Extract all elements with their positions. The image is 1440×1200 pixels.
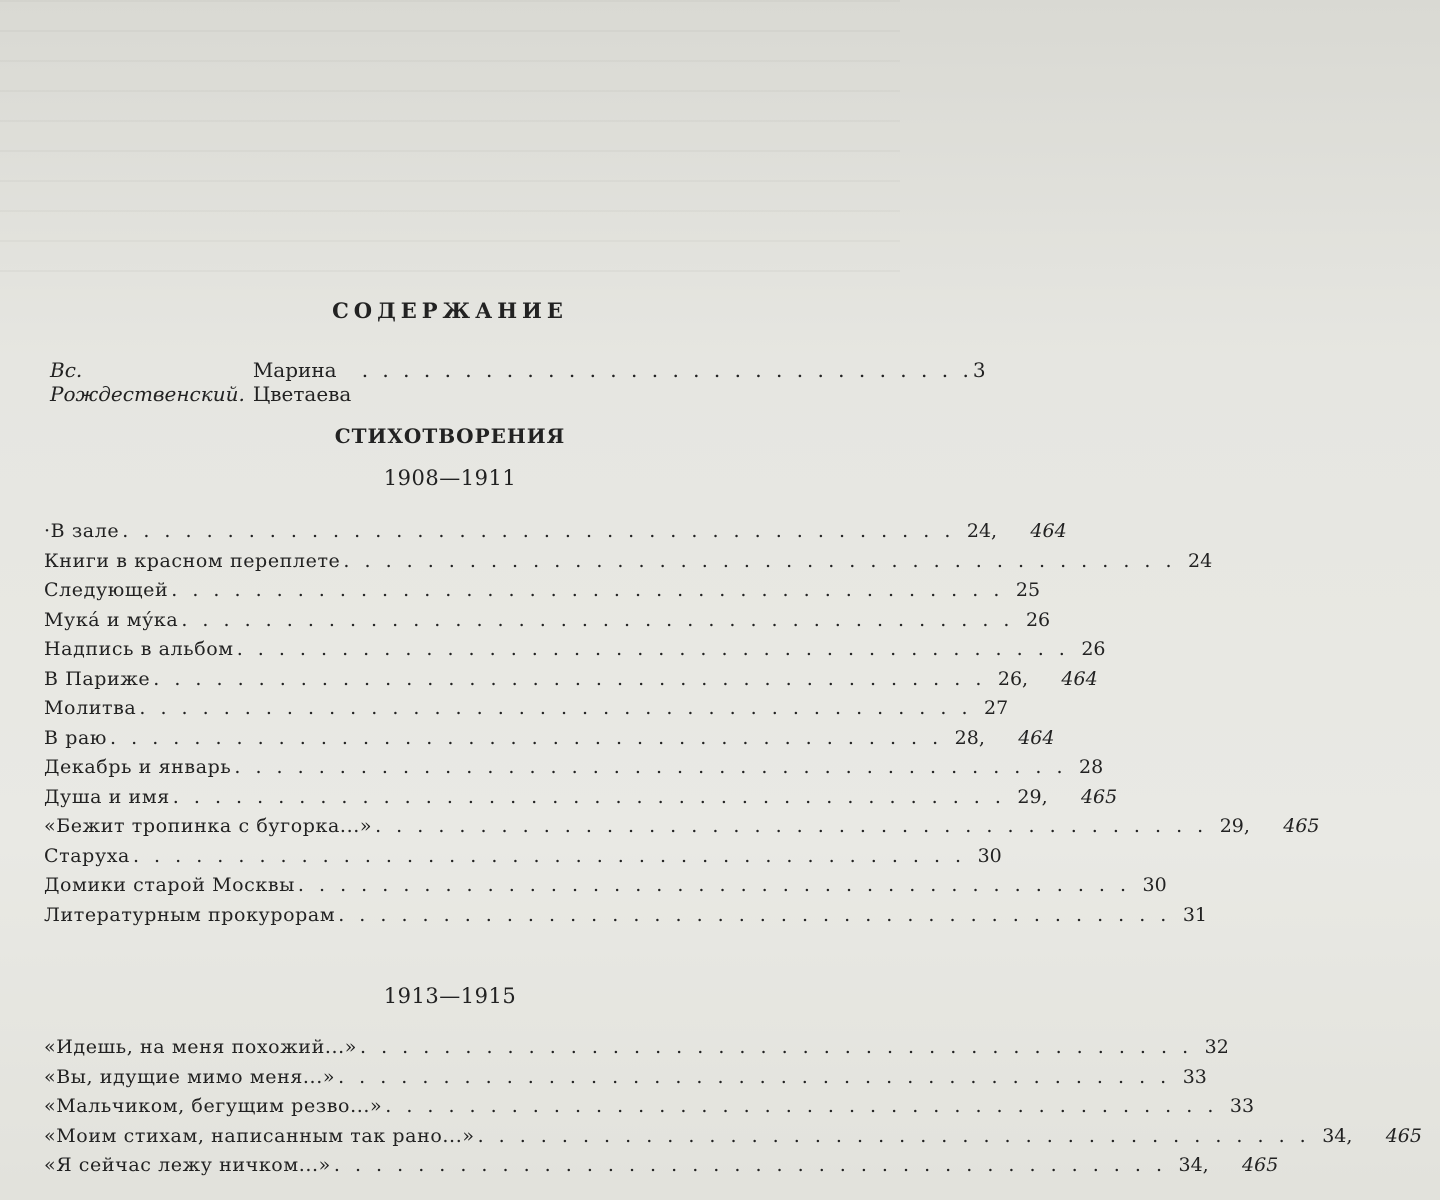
toc-entry: [44, 1154, 1279, 1184]
contents-heading: СОДЕРЖАНИЕ: [332, 298, 568, 323]
leader-dots: . . . . . . . . . . . . . . . . . . . . . . . . . . . . . . . . . . . . . . . .: [375, 815, 1208, 837]
toc-entry: [44, 756, 1104, 786]
contents-list: [44, 520, 1320, 933]
leader-dots: . . . . . . . . . . . . . . . . . . . . . . . . . . . . . .: [351, 358, 973, 382]
entry-title: Домики старой Москвы: [44, 874, 295, 896]
entry-title: Старуха: [44, 844, 130, 867]
toc-entry: [44, 1124, 1422, 1155]
entry-note-page: [1293, 1095, 1347, 1117]
toc-entry: [44, 520, 1067, 550]
leader-dots: . . . . . . . . . . . . . . . . . . . . . . . . . . . . . . . . . . . . . . . .: [181, 608, 1014, 631]
leader-dots: . . . . . . . . . . . . . . . . . . . . . . . . . . . . . . . . . . . . . . . .: [297, 874, 1131, 896]
entry-page: 31: [1182, 903, 1208, 926]
toc-entry: [44, 1065, 1207, 1096]
toc-entry: [44, 638, 1106, 668]
entry-page: 29,: [1219, 815, 1250, 837]
entry-title: ·В зале: [44, 520, 120, 542]
entry-note-page: [1206, 874, 1260, 896]
entry-page: 28,: [954, 726, 985, 749]
entry-page: 26,: [997, 667, 1029, 690]
entry-note-page: [1268, 1036, 1322, 1058]
leader-dots: . . . . . . . . . . . . . . . . . . . . . . . . . . . . . . . . . . . . . . . .: [171, 579, 1004, 601]
entry-note-page: [1143, 756, 1197, 778]
entry-title: «Мальчиком, бегущим резво...»: [44, 1095, 383, 1117]
entry-title: В Париже: [44, 667, 151, 690]
entry-page: 30: [1142, 874, 1167, 896]
entry-note-page: [1041, 845, 1095, 867]
entry-title: Надпись в альбом: [44, 638, 234, 660]
entry-note-page: [1246, 904, 1300, 926]
entry-note-page: 464: [1030, 520, 1067, 542]
leader-dots: . . . . . . . . . . . . . . . . . . . . . . . . . . . . . . . . . . . . . . . .: [234, 756, 1067, 778]
entry-note-page: 464: [1018, 726, 1055, 749]
entry-note-page: [1252, 550, 1306, 572]
entry-page: 25: [1015, 579, 1041, 601]
entry-title: Декабрь и январь: [44, 756, 232, 778]
leader-dots: . . . . . . . . . . . . . . . . . . . . . . . . . . . . . . . . . . . . . . . .: [343, 549, 1177, 572]
entry-title: «Бежит тропинка с бугорка...»: [44, 815, 373, 837]
entry-page: 27: [984, 697, 1009, 719]
leader-dots: . . . . . . . . . . . . . . . . . . . . . . . . . . . . . . . . . . . . . . . .: [333, 1154, 1167, 1176]
entry-title: Молитва: [44, 697, 137, 719]
entry-title: Литературным прокурорам: [44, 903, 336, 926]
entry-title: Книги в красном переплете: [44, 549, 341, 572]
entry-note-page: [1090, 609, 1144, 631]
intro-entry: [50, 358, 986, 406]
toc-entry: [44, 874, 1167, 904]
entry-page: 32: [1204, 1036, 1229, 1058]
leader-dots: . . . . . . . . . . . . . . . . . . . . . . . . . . . . . . . . . . . . . . . .: [139, 697, 972, 719]
leader-dots: . . . . . . . . . . . . . . . . . . . . . . . . . . . . . . . . . . . . . . . .: [132, 844, 966, 867]
entry-title: «Моим стихам, написанным так рано...»: [44, 1124, 475, 1147]
toc-entry: [44, 549, 1213, 580]
entry-note-page: 465: [1080, 785, 1118, 808]
toc-entry: [44, 844, 1002, 875]
entry-title: Душа и имя: [44, 785, 170, 808]
entry-page: 24,: [966, 520, 998, 542]
toc-entry: [44, 815, 1320, 845]
entry-page: 30: [977, 844, 1002, 867]
toc-entry: [44, 903, 1208, 934]
leader-dots: . . . . . . . . . . . . . . . . . . . . . . . . . . . . . . . . . . . . . . . .: [477, 1124, 1311, 1147]
entry-note-page: [1048, 697, 1102, 719]
toc-entry: [44, 697, 1009, 727]
section-heading: СТИХОТВОРЕНИЯ: [334, 424, 566, 448]
entry-page: 24: [1188, 549, 1213, 572]
intro-title: Марина Цветаева: [252, 358, 352, 406]
entry-note-page: 464: [1061, 667, 1098, 690]
toc-entry: [44, 726, 1055, 757]
period-heading: 1908—1911: [383, 466, 517, 490]
entry-note-page: [1079, 579, 1133, 601]
entry-note-page: [1145, 638, 1199, 660]
leader-dots: . . . . . . . . . . . . . . . . . . . . . . . . . . . . . . . . . . . . . . . .: [338, 903, 1171, 926]
toc-entry: [44, 1095, 1255, 1125]
entry-page: 34,: [1322, 1124, 1353, 1147]
entry-page: 34,: [1178, 1154, 1209, 1176]
entry-note-page: 465: [1242, 1154, 1279, 1176]
entry-title: «Я сейчас лежу ничком...»: [44, 1154, 331, 1176]
entry-page: 28: [1079, 756, 1104, 778]
toc-entry: [44, 608, 1051, 639]
leader-dots: . . . . . . . . . . . . . . . . . . . . . . . . . . . . . . . . . . . . . . . .: [110, 726, 943, 749]
entry-title: Следующей: [44, 579, 169, 601]
leader-dots: . . . . . . . . . . . . . . . . . . . . . . . . . . . . . . . . . . . . . . . .: [122, 520, 955, 542]
leader-dots: . . . . . . . . . . . . . . . . . . . . . . . . . . . . . . . . . . . . . . . .: [236, 638, 1070, 660]
entry-title: В раю: [44, 726, 108, 749]
entry-page: 26: [1081, 638, 1106, 660]
leader-dots: . . . . . . . . . . . . . . . . . . . . . . . . . . . . . . . . . . . . . . . .: [385, 1095, 1218, 1117]
entry-note-page: 465: [1385, 1124, 1422, 1147]
leader-dots: . . . . . . . . . . . . . . . . . . . . . . . . . . . . . . . . . . . . . . . .: [153, 667, 986, 690]
toc-entry: [44, 1036, 1229, 1066]
entry-title: «Идешь, на меня похожий...»: [44, 1036, 357, 1058]
leader-dots: . . . . . . . . . . . . . . . . . . . . . . . . . . . . . . . . . . . . . . . .: [172, 785, 1006, 808]
leader-dots: . . . . . . . . . . . . . . . . . . . . . . . . . . . . . . . . . . . . . . . .: [338, 1065, 1171, 1088]
show-through-text: [0, 0, 900, 290]
leader-dots: . . . . . . . . . . . . . . . . . . . . . . . . . . . . . . . . . . . . . . . .: [359, 1036, 1193, 1058]
entry-page: 33: [1229, 1095, 1255, 1117]
period-heading: 1913—1915: [383, 984, 517, 1008]
toc-entry: [44, 667, 1098, 698]
entry-page: 26: [1025, 608, 1051, 631]
entry-title: Мука́ и му́ка: [44, 608, 179, 631]
toc-entry: [44, 579, 1041, 609]
entry-note-page: 465: [1283, 815, 1320, 837]
entry-note-page: [1246, 1066, 1300, 1088]
toc-entry: [44, 785, 1118, 816]
intro-author: Вс. Рождественский.: [50, 358, 245, 406]
intro-page: 3: [972, 358, 986, 382]
entry-title: «Вы, идущие мимо меня...»: [44, 1065, 336, 1088]
entry-page: 29,: [1017, 785, 1048, 808]
entry-page: 33: [1182, 1065, 1207, 1088]
contents-list: [44, 1036, 1422, 1184]
